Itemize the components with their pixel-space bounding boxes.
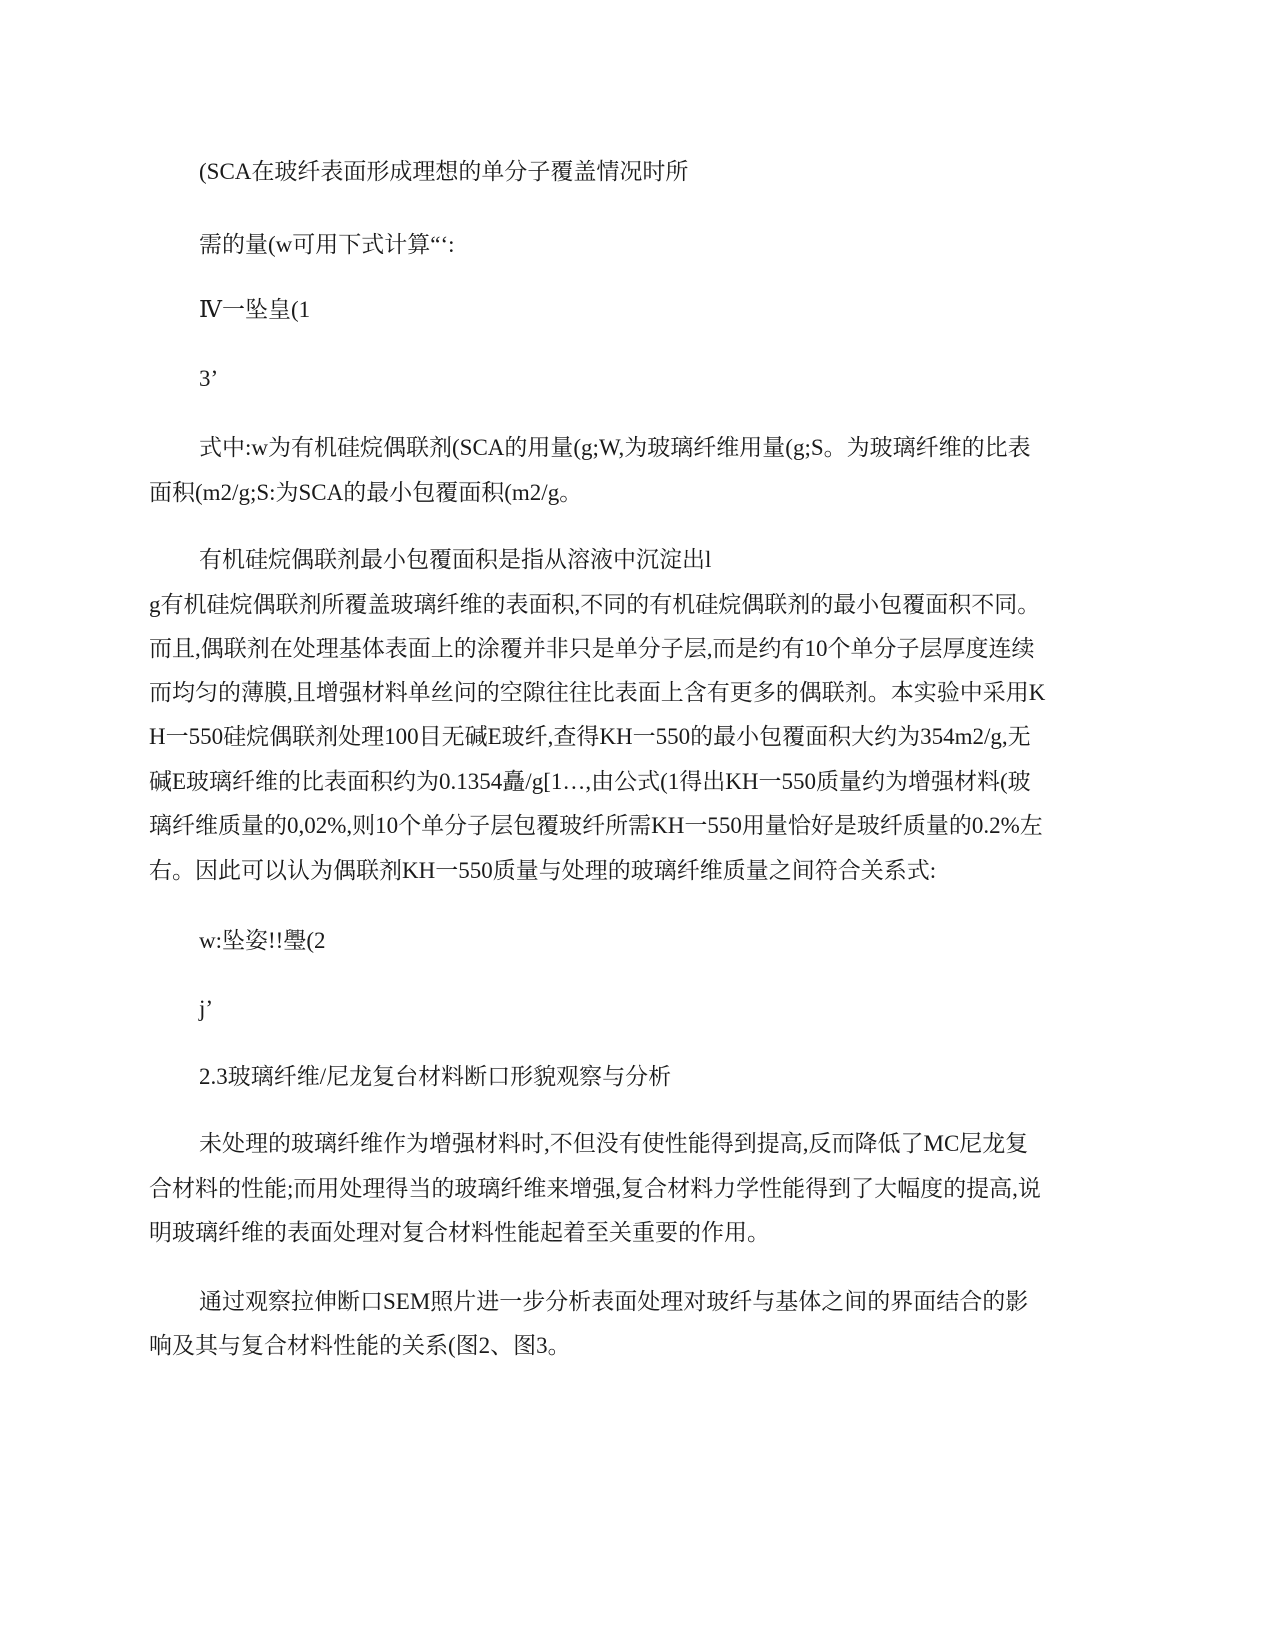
formula-line-2: w:坠姿!!璺(2 <box>199 928 326 953</box>
text-line: H一550硅烷偶联剂处理100目无碱E玻纤,查得KH一550的最小包覆面积大约为354m2/g,无 <box>149 724 1031 749</box>
text-line: 通过观察拉伸断口SEM照片进一步分析表面处理对玻纤与基体之间的界面结合的影 <box>199 1289 1029 1314</box>
text-line: 需的量(w可用下式计算“‘: <box>199 232 455 257</box>
text-line: 而均匀的薄膜,且增强材料单丝问的空隙往往比表面上含有更多的偶联剂。本实验中采用K <box>149 680 1046 705</box>
text-line: 明玻璃纤维的表面处理对复合材料性能起着至关重要的作用。 <box>149 1220 770 1245</box>
text-line: 面积(m2/g;S:为SCA的最小包覆面积(m2/g。 <box>149 480 583 505</box>
text-line: 璃纤维质量的0,02%,则10个单分子层包覆玻纤所需KH一550用量恰好是玻纤质量的0.2%左 <box>149 813 1043 838</box>
section-heading: 2.3玻璃纤维/尼龙复台材料断口形貌观察与分析 <box>199 1064 672 1089</box>
text-line: 未处理的玻璃纤维作为增强材料时,不但没有使性能得到提高,反而降低了MC尼龙复 <box>199 1131 1029 1156</box>
formula-line-1: Ⅳ一坠皇(1 <box>199 297 311 322</box>
text-line: 响及其与复合材料性能的关系(图2、图3。 <box>149 1333 571 1358</box>
text-line: (SCA在玻纤表面形成理想的单分子覆盖情况时所 <box>199 159 689 184</box>
text-line: 合材料的性能;而用处理得当的玻璃纤维来增强,复合材料力学性能得到了大幅度的提高,说 <box>149 1176 1041 1201</box>
text-line: 式中:w为有机硅烷偶联剂(SCA的用量(g;W,为玻璃纤维用量(g;S。为玻璃纤维的比表 <box>199 435 1031 460</box>
text-line: 而且,偶联剂在处理基体表面上的涂覆并非只是单分子层,而是约有10个单分子层厚度连续 <box>149 636 1035 661</box>
formula-line-2-tail: j’ <box>199 996 214 1021</box>
text-line: g有机硅烷偶联剂所覆盖玻璃纤维的表面积,不同的有机硅烷偶联剂的最小包覆面积不同。 <box>149 592 1041 617</box>
formula-line-1-tail: 3’ <box>199 366 219 391</box>
text-line: 右。因此可以认为偶联剂KH一550质量与处理的玻璃纤维质量之间符合关系式: <box>149 858 937 883</box>
text-line: 有机硅烷偶联剂最小包覆面积是指从溶液中沉淀出l <box>199 547 712 572</box>
text-line: 碱E玻璃纤维的比表面积约为0.1354矗/g[1…,由公式(1得出KH一550质量约为增强材料(玻 <box>149 769 1031 794</box>
